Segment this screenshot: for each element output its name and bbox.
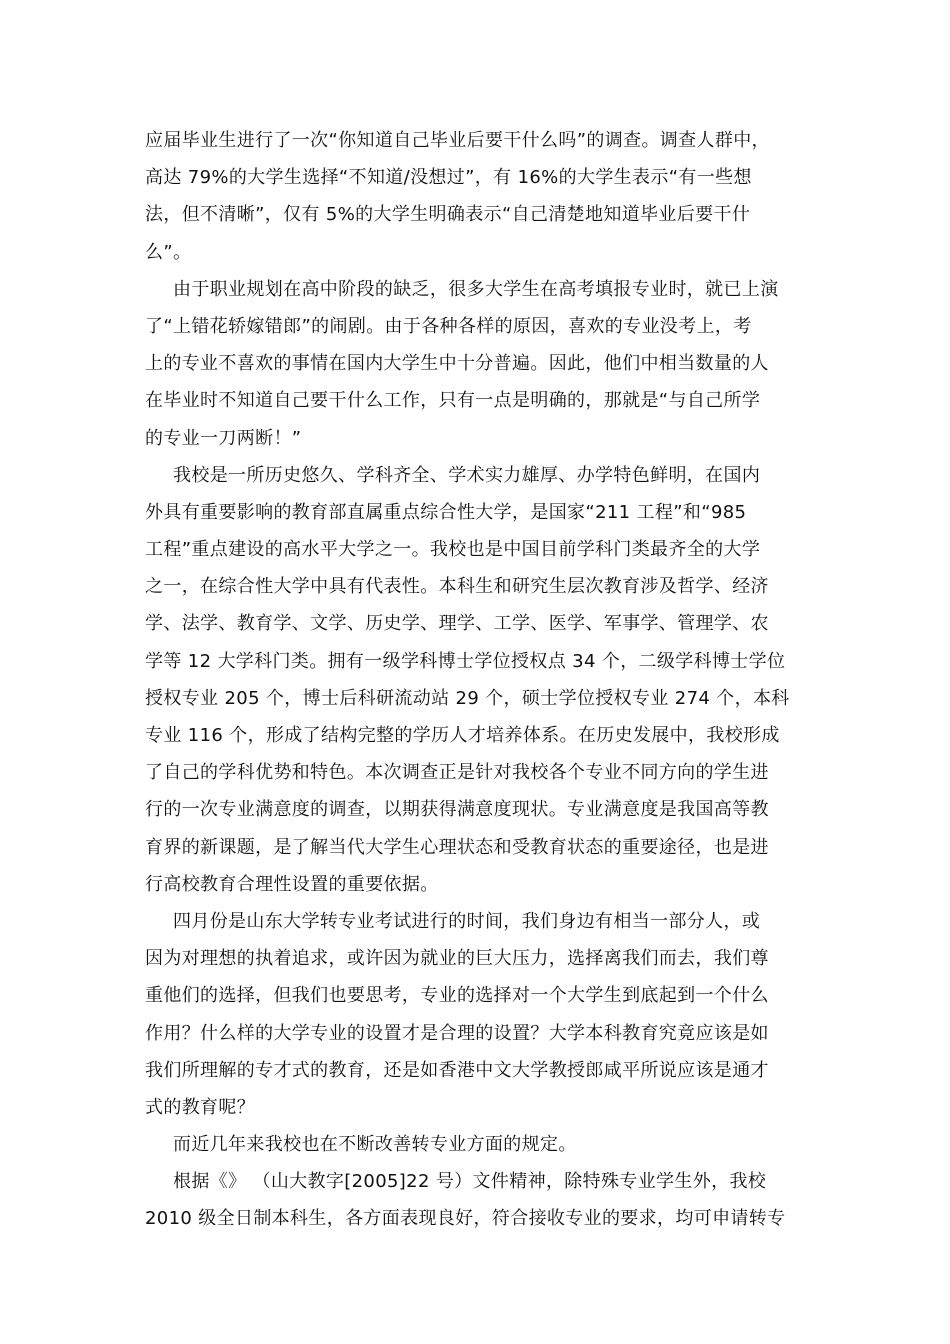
text-line: 因为对理想的执着追求，或许因为就业的巨大压力，选择离我们而去，我们尊 [145,948,769,970]
text-line: 了“上错花轿嫁错郎”的闹剧。由于各种各样的原因，喜欢的专业没考上，考 [145,315,752,337]
text-line: 之一，在综合性大学中具有代表性。本科生和研究生层次教育涉及哲学、经济 [145,576,769,598]
text-line: 2010 级全日制本科生，各方面表现良好，符合接收专业的要求，均可申请转专 [145,1208,786,1230]
text-line: 式的教育呢？ [145,1096,256,1118]
text-line: 根据《》 （山大教字[2005]22 号）文件精神，除特殊专业学生外，我校 [173,1171,767,1193]
text-line: 的专业一刀两断！” [145,427,302,449]
text-line: 应届毕业生进行了一次“你知道自己毕业后要干什么吗”的调查。调查人群中， [145,130,770,151]
text-line: 行的一次专业满意度的调查，以期获得满意度现状。专业满意度是我国高等教 [145,799,769,821]
text-line: 高达 79%的大学生选择“不知道/没想过”，有 16%的大学生表示“有一些想 [145,167,752,189]
text-line: 行高校教育合理性设置的重要依据。 [145,873,439,895]
text-line: 而近几年来我校也在不断改善转专业方面的规定。 [173,1134,577,1156]
text-line: 四月份是山东大学转专业考试进行的时间，我们身边有相当一部分人，或 [173,910,761,932]
text-line: 由于职业规划在高中阶段的缺乏，很多大学生在高考填报专业时，就已上演 [173,278,779,300]
text-line: 育界的新课题，是了解当代大学生心理状态和受教育状态的重要途径，也是进 [145,836,769,858]
text-line: 作用？什么样的大学专业的设置才是合理的设置？大学本科教育究竟应该是如 [145,1022,769,1044]
text-line: 上的专业不喜欢的事情在国内大学生中十分普遍。因此，他们中相当数量的人 [145,353,769,375]
text-line: 我校是一所历史悠久、学科齐全、学术实力雄厚、办学特色鲜明，在国内 [173,464,761,486]
text-line: 学、法学、教育学、文学、历史学、理学、工学、医学、军事学、管理学、农 [145,613,769,635]
text-line: 重他们的选择，但我们也要思考，专业的选择对一个大学生到底起到一个什么 [145,985,769,1007]
text-line: 专业 116 个，形成了结构完整的学历人才培养体系。在历史发展中，我校形成 [145,725,780,746]
text-line: 法，但不清晰”，仅有 5%的大学生明确表示“自己清楚地知道毕业后要干什 [145,204,751,226]
text-line: 我们所理解的专才式的教育，还是如香港中文大学教授郎咸平所说应该是通才 [145,1059,769,1081]
text-line: 工程”重点建设的高水平大学之一。我校也是中国目前学科门类最齐全的大学 [145,539,761,561]
text-line: 学等 12 大学科门类。拥有一级学科博士学位授权点 34 个，二级学科博士学位 [145,650,786,672]
text-line: 外具有重要影响的教育部直属重点综合性大学，是国家“211 工程”和“985 [145,501,747,523]
body-text [145,122,810,1238]
text-line: 么”。 [145,241,192,263]
text-line: 了自己的学科优势和特色。本次调查正是针对我校各个专业不同方向的学生进 [145,762,769,784]
text-line: 在毕业时不知道自己要干什么工作，只有一点是明确的，那就是“与自己所学 [145,390,761,412]
text-line: 授权专业 205 个，博士后科研流动站 29 个，硕士学位授权专业 274 个，本科 [145,687,790,709]
